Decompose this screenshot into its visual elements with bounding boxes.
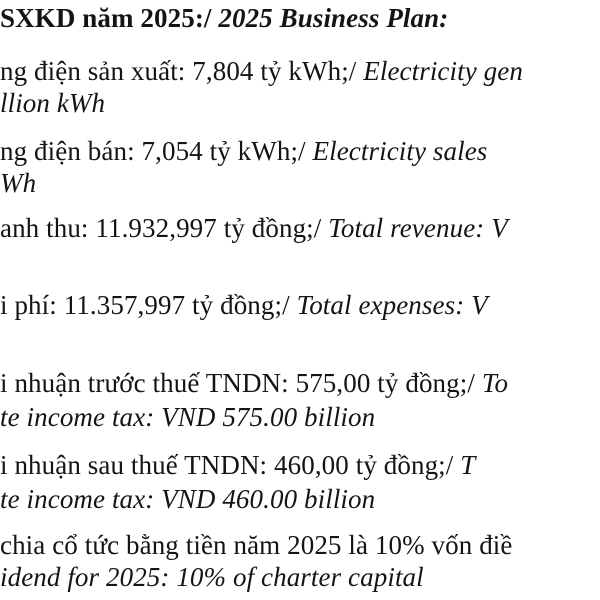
- plan-heading: [0, 2, 448, 34]
- item-vi: ng điện bán: 7,054 tỷ kWh;/: [0, 136, 306, 166]
- item-profit-after-tax-line2: te income tax: VND 460.00 billion: [0, 484, 376, 514]
- item-en: Total revenue: V: [321, 213, 508, 243]
- heading-vi: SXKD năm 2025:/: [0, 3, 212, 33]
- item-en: Electricity sales: [305, 136, 488, 166]
- item-en: T: [453, 450, 476, 480]
- item-en: Electricity gen: [356, 56, 523, 86]
- item-vi: ng điện sản xuất: 7,804 tỷ kWh;/: [0, 56, 357, 86]
- item-en: To: [474, 368, 509, 398]
- item-total-expenses: [0, 289, 488, 321]
- item-electricity-generated-line1: [0, 55, 523, 87]
- item-electricity-generated-line2: llion kWh: [0, 88, 106, 118]
- item-vi: i nhuận trước thuế TNDN: 575,00 tỷ đồng;/: [0, 368, 475, 398]
- item-dividend-line2: idend for 2025: 10% of charter capital: [0, 562, 424, 592]
- item-en: Total expenses: V: [289, 290, 488, 320]
- item-dividend-line1: [0, 529, 513, 561]
- item-vi: i nhuận sau thuế TNDN: 460,00 tỷ đồng;/: [0, 450, 454, 480]
- item-vi: anh thu: 11.932,997 tỷ đồng;/: [0, 213, 322, 243]
- item-profit-after-tax-line1: [0, 449, 475, 481]
- item-electricity-sales-line1: [0, 135, 487, 167]
- item-profit-before-tax-line2: te income tax: VND 575.00 billion: [0, 402, 376, 432]
- item-total-revenue: [0, 212, 508, 244]
- item-profit-before-tax-line1: [0, 367, 508, 399]
- item-electricity-sales-line2: Wh: [0, 168, 37, 198]
- heading-en: 2025 Business Plan:: [211, 3, 449, 33]
- item-vi: chia cổ tức bằng tiền năm 2025 là 10% vốn điề: [0, 530, 513, 560]
- item-vi: i phí: 11.357,997 tỷ đồng;/: [0, 290, 290, 320]
